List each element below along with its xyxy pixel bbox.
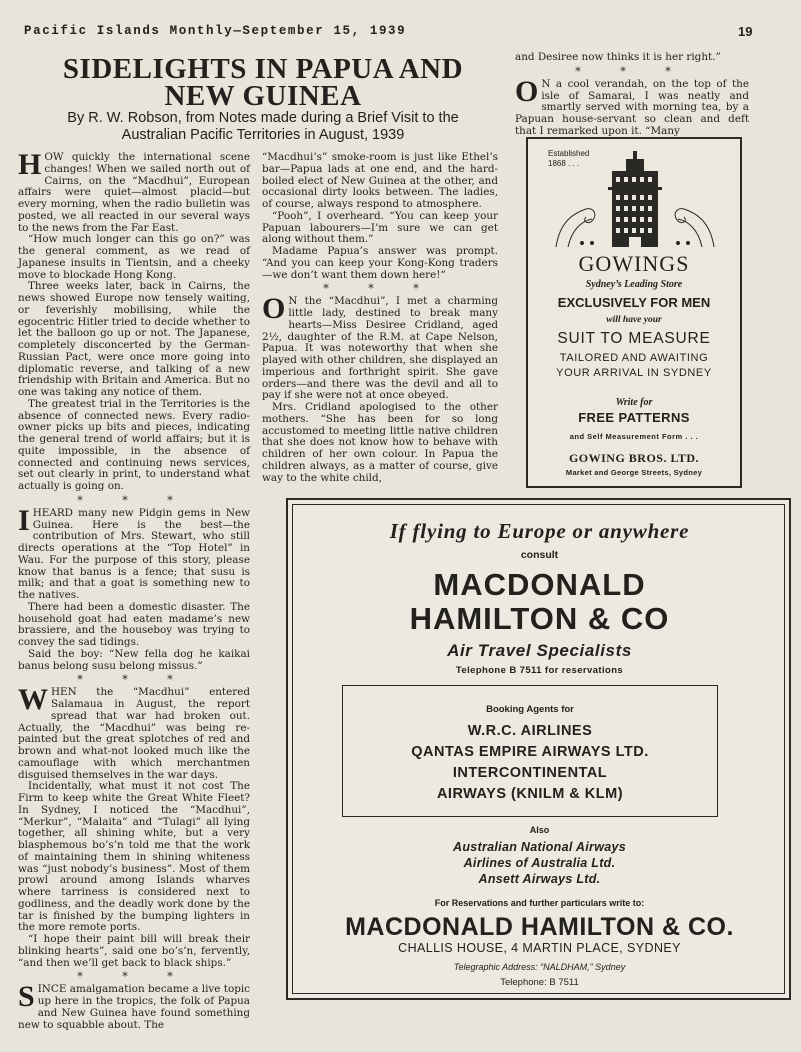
drop-cap: H [18, 148, 42, 181]
airline-name: QANTAS EMPIRE AIRWAYS LTD. [411, 744, 649, 760]
article-paragraph [18, 234, 250, 281]
store-building-illustration [546, 151, 724, 247]
paragraph-text: HEN the “Macdhui” entered Salamaua in August, the report spread that war had broken out. Actually, the “Macdhui” was being re-painted but the great splotches of red and brown and what-not looked much like the camouflage with which merchantmen disguised themselves in the war days. [18, 686, 250, 781]
paragraph-text: “How much longer can this go on?” was the general comment, as we read of Japanese insults in Tientsin, and a cheeky move to blockade Hong Kong. [18, 233, 250, 281]
paragraph-text: The greatest trial in the Territories is the absence of connected news. Every radio-owner picks up bits and pieces, indicating the general trend of world affairs; but it is quite impossible, in the absence of connected and continuing news services, set out clearly in print, to understand what actually is going on. [18, 397, 250, 492]
article-paragraph [515, 52, 749, 64]
paragraph-text: N a cool verandah, on the top of the isle of Samarai, I was neatly and smartly served with morning tea, by a Papuan house-servant so clean and deft that I remarked upon it. “Many [515, 77, 749, 137]
airline-name: INTERCONTINENTAL [452, 765, 608, 781]
gowings-brand: GOWINGS [578, 251, 690, 276]
article-paragraph [18, 683, 250, 781]
drop-cap: O [515, 74, 539, 108]
gowings-measurement-form: and Self Measurement Form . . . [569, 432, 699, 441]
macdonald-hamilton-advertisement [286, 498, 791, 1000]
article-paragraph [515, 74, 749, 138]
gowings-suit: SUIT TO MEASURE [557, 330, 711, 347]
article-paragraph [18, 148, 250, 234]
page-number: 19 [738, 24, 753, 39]
ad-consult: consult [520, 549, 559, 561]
drop-cap: I [18, 503, 30, 537]
telegraphic-address: Telegraphic Address: “NALDHAM,” Sydney [453, 962, 626, 972]
article-column-2 [262, 152, 498, 484]
gowings-advertisement [526, 137, 742, 488]
tailored-line: TAILORED AND AWAITING [559, 352, 709, 364]
section-separator: * * * [77, 673, 191, 687]
article-paragraph [18, 503, 250, 602]
running-header: Pacific Islands Monthly—September 15, 1939 [24, 24, 407, 38]
paragraph-text: “I hope their paint bill will break their blinking hearts”, said one bo’s’n, fervently, “and then we’ll get back to black ships.” [18, 933, 250, 969]
article-paragraph [18, 934, 250, 969]
article-paragraph [18, 602, 250, 649]
paragraph-text: “Macdhui’s” smoke-room is just like Ethel’s bar—Papua lads at one end, and the hard-boiled elect of New Guinea at the other, and occasional dirty looks between. The ladies, of course, always respond to atmosphere. [262, 151, 498, 210]
article-paragraph [262, 152, 498, 211]
paragraph-text: N the “Macdhui”, I met a charming little lady, destined to break many hearts—Miss Desiree Cridland, aged 2½, daughter of the R.M. at Cape Nelson, Papua. It was noteworthy that when she played with other children, she displayed an imperious and forthright spirit. She gave orders—and there was the devil and all to pay if she were not at once obeyed. [262, 295, 498, 402]
article-paragraph [262, 292, 498, 402]
article-title: SIDELIGHTS IN PAPUA AND NEW GUINEA [62, 53, 464, 112]
reservations-label: For Reservations and further particulars write to: [434, 898, 645, 908]
gowings-address: Market and George Streets, Sydney [565, 468, 703, 477]
ad-headline: If flying to Europe or anywhere [389, 519, 690, 543]
booking-agents-label: Booking Agents for [486, 704, 574, 715]
paragraph-text: Incidentally, what must it not cost The Firm to keep white the Great White Fleet? In Sydney, I noticed the “Macdhui”, “Merkur”, “Malaita” and “Tulagi” all lying together, all shining white, but a very blasphemous bo’s’n told me that the work of maintaining them in shining whiteness was “just nobody’s business”. Most of them prowl around among Islands wharves where tarriness is considered next to godliness, and the deadly work done by the tar is finished by the bumping lighters in the more remote ports. [18, 780, 250, 934]
article-byline: By R. W. Robson, from Notes made during a Brief Visit to the Australian Pacific Territories in August, 1939 [67, 110, 459, 143]
also-airline: Australian National Airways [453, 840, 626, 854]
drop-cap: S [18, 980, 35, 1014]
article-column-3 [515, 52, 749, 138]
article-paragraph [18, 399, 250, 493]
paragraph-text: Madame Papua’s answer was prompt. “And you can keep your Kong-Kong traders—we don’t want them down here!” [262, 245, 498, 281]
paragraph-text: HEARD many new Pidgin gems in New Guinea. Here is the best—the contribution of Mrs. Stewart, who still directs operations at the “Top Hotel” in Wau. For the purpose of this story, please know that banus is a fence; that susu is milk; and that a goat is something new to the natives. [18, 506, 250, 601]
article-paragraph [18, 781, 250, 934]
advertisement-inner-border [292, 504, 785, 994]
ad-macdonald: MACDONALD [433, 567, 646, 602]
paragraph-text: There had been a domestic disaster. The household goat had eaten madame’s new brassiere, and the houseboy was trying to convey the sad tidings. [18, 600, 250, 648]
article-column-1 [18, 148, 250, 1031]
gowings-exclusively: EXCLUSIVELY FOR MEN [557, 295, 711, 310]
drop-cap: O [262, 292, 286, 326]
ad-hamilton: HAMILTON & CO [409, 601, 670, 636]
company-address: CHALLIS HOUSE, 4 MARTIN PLACE, SYDNEY [398, 941, 681, 955]
section-separator: * * * [575, 64, 689, 78]
established-label: Established [548, 149, 590, 158]
established-year: 1868 . . . [548, 159, 580, 168]
company-phone: Telephone: B 7511 [500, 977, 579, 988]
article-paragraph [18, 649, 250, 673]
paragraph-text: Said the boy: “New fella dog he kaikai banus belong susu belong missus.” [18, 647, 250, 672]
booking-agents-box [342, 685, 718, 817]
article-paragraph [262, 402, 498, 484]
also-label: Also [529, 825, 550, 835]
article-paragraph [262, 246, 498, 281]
section-separator: * * * [77, 493, 191, 507]
article-paragraph [18, 980, 250, 1031]
ad-reservation-phone: Telephone B 7511 for reservations [455, 665, 624, 676]
also-airline: Ansett Airways Ltd. [478, 872, 601, 886]
article-paragraph [262, 211, 498, 246]
company-name: MACDONALD HAMILTON & CO. [345, 913, 734, 941]
paragraph-text: Three weeks later, back in Cairns, the news showed Europe now tensely waiting, or feverishly mobilising, while the egocentric Hitler tried to decide whether to let the balloon go up or not. The Japanese, completely disconcerted by the German-Russian Pact, were once more going into diplomatic reverse, and talking of a new friendship with Britain and America. But no one was taking any notice of them. [18, 280, 250, 398]
paragraph-text: INCE amalgamation became a live topic up here in the tropics, the folk of Papua and New Guinea have found something new to squabble about. The [18, 983, 250, 1031]
gowings-free-patterns: FREE PATTERNS [578, 410, 690, 425]
paragraph-text: Mrs. Cridland apologised to the other mothers. “She has been for so long accustomed to meeting little native children that she does not know how to behave with children of her own colour. In Papua the children always, as a matter of course, give way to the white child, [262, 401, 498, 484]
article-paragraph [18, 281, 250, 399]
gowings-tailored [528, 351, 740, 381]
also-airline: Airlines of Australia Ltd. [463, 856, 616, 870]
paragraph-text: “Pooh”, I overheard. “You can keep your Papuan labourers—I’m sure we can get along without them.” [262, 209, 498, 246]
gowings-tagline: Sydney’s Leading Store [585, 279, 683, 290]
paragraph-text: OW quickly the international scene changes! When we sailed north out of Cairns, on the “Macdhui”, European affairs were quiet—almost placid—but every morning, when the radio bulletin was posted, we all reacted in our several ways to the news from the Far East. [18, 151, 250, 234]
gowings-company: GOWING BROS. LTD. [568, 451, 700, 465]
drop-cap: W [18, 683, 48, 717]
airline-name: W.R.C. AIRLINES [467, 723, 593, 739]
airline-name: AIRWAYS (KNILM & KLM) [436, 786, 624, 802]
section-separator: * * * [77, 970, 191, 984]
gowings-write-for: Write for [615, 397, 653, 408]
section-separator: * * * [323, 282, 437, 296]
ad-specialists: Air Travel Specialists [447, 641, 632, 660]
gowings-will-have: will have your [606, 315, 662, 325]
arrival-line: YOUR ARRIVAL IN SYDNEY [556, 367, 712, 379]
paragraph-text: and Desiree now thinks it is her right.” [515, 51, 721, 63]
